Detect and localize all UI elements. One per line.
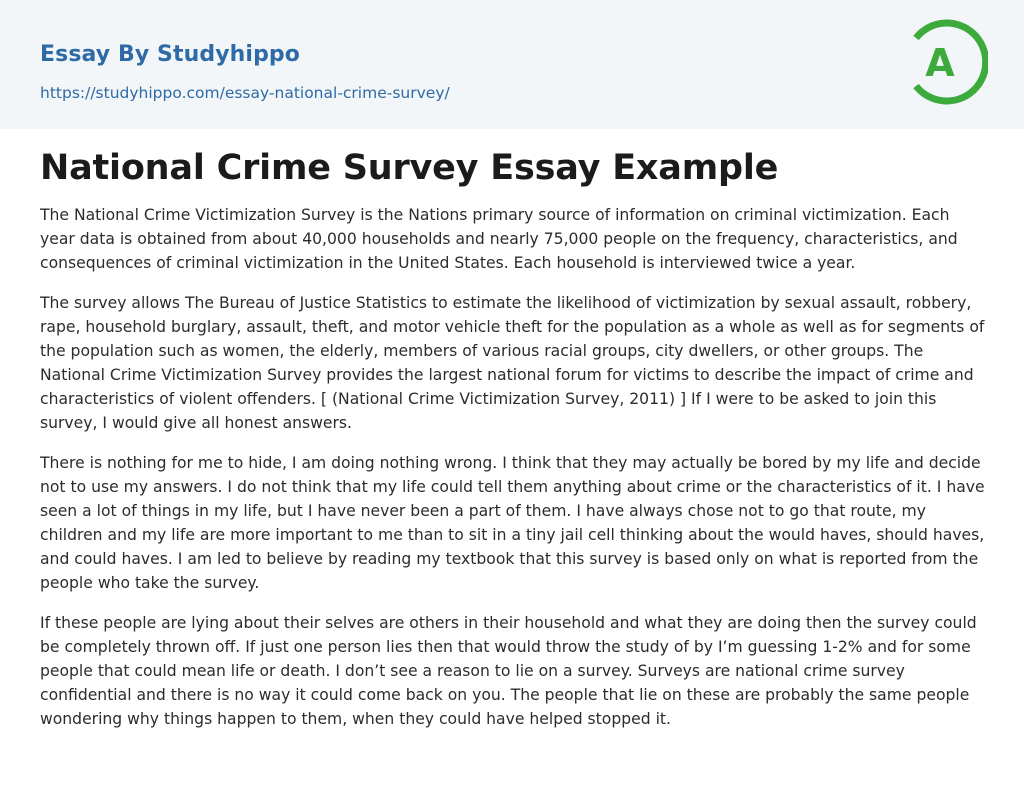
logo-graphic bbox=[908, 18, 988, 106]
site-header bbox=[0, 0, 1024, 129]
studyhippo-logo-icon[interactable] bbox=[908, 18, 988, 106]
source-url-link[interactable]: https://studyhippo.com/essay-national-crime-survey/ bbox=[40, 84, 450, 102]
article-paragraph-1: The National Crime Victimization Survey is the Nations primary source of information on criminal victimization. Each year data is obtained from about 40,000 households and nearly 75,000 people on the frequency, characteristics, and consequences of criminal victimization in the United States. Each household is interviewed twice a year. bbox=[40, 206, 958, 272]
site-title[interactable]: Essay By Studyhippo bbox=[40, 42, 300, 67]
article-paragraph-2: The survey allows The Bureau of Justice Statistics to estimate the likelihood of victimization by sexual assault, robbery, rape, household burglary, assault, theft, and motor vehicle theft for the population as a whole as well as for segments of the population such as women, the elderly, members of various racial groups, city dwellers, or other groups. The National Crime Victimization Survey provides the largest national forum for victims to describe the impact of crime and characteristics of violent offenders. [ (National Crime Victimization Survey, 2011) ] If I were to be asked to join this survey, I would give all honest answers. bbox=[40, 294, 985, 432]
page-title: National Crime Survey Essay Example bbox=[40, 148, 779, 188]
article-paragraph-4: If these people are lying about their selves are others in their household and what they are doing then the survey could be completely thrown off. If just one person lies then that would throw the study of by I’m guessing 1-2% and for some people that could mean life or death. I don’t see a reason to lie on a survey. Surveys are national crime survey confidential and there is no way it could come back on you. The people that lie on these are probably the same people wondering why things happen to them, when they could have helped stopped it. bbox=[40, 614, 977, 728]
article-paragraph-3: There is nothing for me to hide, I am doing nothing wrong. I think that they may actually be bored by my life and decide not to use my answers. I do not think that my life could tell them anything about crime or the characteristics of it. I have seen a lot of things in my life, but I have never been a part of them. I have always chose not to go that route, my children and my life are more important to me than to sit in a tiny jail cell thinking about the would haves, should haves, and could haves. I am led to believe by reading my textbook that this survey is based only on what is reported from the people who take the survey. bbox=[40, 454, 985, 592]
logo-letter: A bbox=[925, 41, 955, 85]
article-content bbox=[40, 141, 988, 747]
